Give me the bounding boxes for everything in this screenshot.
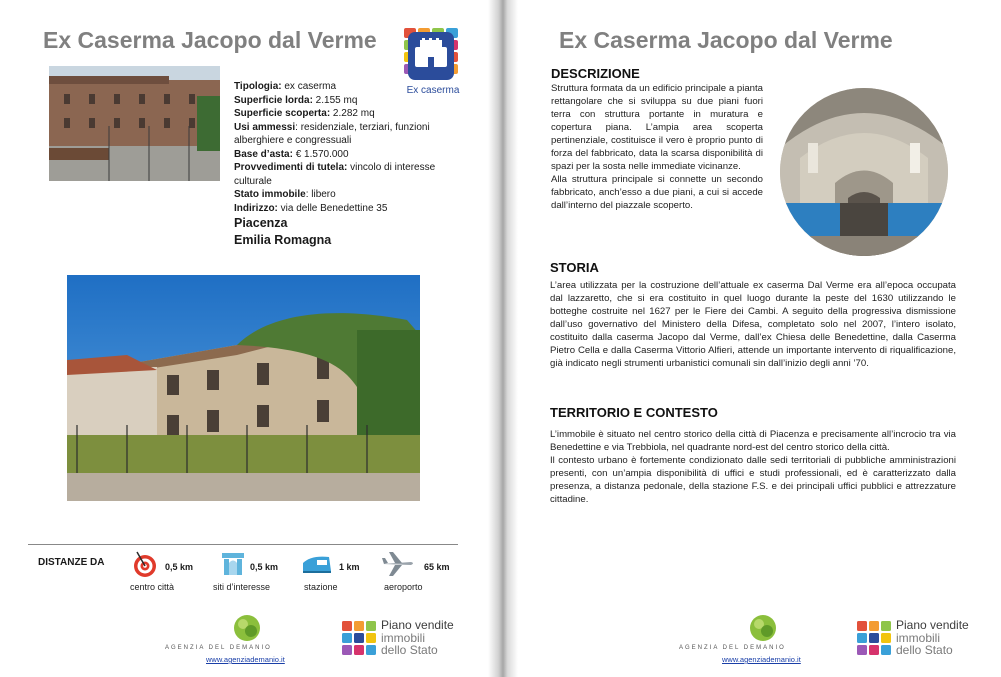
interior-photo (780, 88, 948, 256)
page-title: Ex Caserma Jacopo dal Verme (43, 27, 377, 53)
piano-vendite-text: Piano vendite immobili dello Stato (896, 618, 969, 657)
category-badge-label: Ex caserma (406, 85, 460, 96)
agency-link[interactable]: www.agenziademanio.it (722, 655, 801, 664)
distance-caption: aeroporto (384, 582, 423, 592)
piano-vendite-text: Piano vendite immobili dello Stato (381, 618, 454, 657)
detail-region: Emilia Romagna (234, 233, 332, 247)
detail-tipologia: Tipologia: ex caserma (234, 81, 337, 92)
descrizione-text: Struttura formata da un edificio principale a pianta rettangolare che si sviluppa su due piani fuori terra con struttura portante in muratura e copertura piana. L’ampia area scoperta pertinenziale, costituisce il vero è proprio punto di forza del fabbricato, data la scarsa disponibilità di spazi per la sosta nelle immediate vicinanze. Alla struttura principale si connette un secondo fabbricato, anch’esso a due piani, a cui si accede dall’interno del piazzale scoperto. (551, 83, 763, 211)
detail-superficie-lorda: Superficie lorda: 2.155 mq (234, 94, 358, 106)
detail-superficie-scoperta: Superficie scoperta: 2.282 mq (234, 108, 375, 119)
distance-value: 65 km (424, 562, 450, 572)
detail-tutela: Provvedimenti di tutela: vincolo di interesse culturale (234, 162, 436, 187)
distance-caption: stazione (304, 582, 338, 592)
left-page (0, 0, 497, 677)
book-spine (488, 0, 518, 677)
property-details (234, 80, 449, 249)
section-heading-territorio: TERRITORIO E CONTESTO (550, 405, 718, 420)
monument-icon (220, 551, 246, 577)
distances-divider (28, 544, 458, 545)
page-title: Ex Caserma Jacopo dal Verme (559, 27, 893, 53)
building-photo (49, 66, 220, 181)
right-page (503, 0, 1001, 677)
distance-value: 0,5 km (165, 562, 194, 572)
agency-link[interactable]: www.agenziademanio.it (206, 655, 285, 664)
agency-name: AGENZIA DEL DEMANIO (679, 645, 786, 651)
storia-text: L’area utilizzata per la costruzione dell’attuale ex caserma Dal Verme era all’epoca occupata dal lazzaretto, che si era costituito in quel luogo durante la peste del 1630 utilizzando le botteghe costruite nel 1627 per le Fiere dei Cambi. A seguito della progressiva dismissione dall’uso governativo del Ministero della Difesa, completato solo nel 2007, l’intero isolato, costituito dalla caserma Jacopo dal Verme, dall’ex Chiesa delle Benedettine, dalla Caserma Pietro Cella e dalla Caserma Vittorio Alfieri, attende un importante intervento di riqualificazione, già indicato negli strumenti urbanistici comunali sin dall’inizio degli anni ’70. (550, 280, 956, 369)
detail-base-asta: Base d’asta: € 1.570.000 (234, 148, 349, 160)
distance-caption: centro città (130, 582, 175, 592)
barracks-icon (402, 26, 462, 86)
facade-photo (67, 275, 420, 501)
airplane-icon (381, 550, 415, 578)
target-icon (131, 550, 159, 578)
detail-indirizzo: Indirizzo: via delle Benedettine 35 (234, 202, 388, 214)
section-heading-storia: STORIA (550, 260, 599, 275)
train-icon (301, 553, 333, 575)
agency-name: AGENZIA DEL DEMANIO (165, 645, 272, 651)
agency-logo-icon (231, 613, 263, 643)
piano-vendite-logo-icon (341, 620, 379, 658)
distance-value: 0,5 km (250, 562, 279, 572)
distances-label: DISTANZE DA (38, 557, 105, 568)
detail-city: Piacenza (234, 216, 288, 230)
detail-usi-ammessi: Usi ammessi: residenziale, terziari, funzioni alberghiere e congressuali (234, 121, 430, 146)
territorio-text: L’immobile è situato nel centro storico della città di Piacenza e precisamente all’incrocio tra via Benedettine e via Trebbiola, nel quadrante nord-est del centro storico della città. Il contesto urbano è fortemente condizionato dalle sedi territoriali di pubbliche amministrazioni presenti, con un’ampia disponibilità di uffici e studi professionali, ed è caratterizzato dalla presenza, a distanza pedonale, della stazione F.S. e dei principali uffici pubblici e attrezzature cittadine. (550, 429, 956, 505)
agency-logo-icon (747, 613, 779, 643)
distance-caption: siti d’interesse (213, 582, 271, 592)
section-heading-descrizione: DESCRIZIONE (551, 66, 640, 81)
detail-stato: Stato immobile: libero (234, 189, 336, 200)
piano-vendite-logo-icon (856, 620, 894, 658)
distance-value: 1 km (339, 562, 360, 572)
